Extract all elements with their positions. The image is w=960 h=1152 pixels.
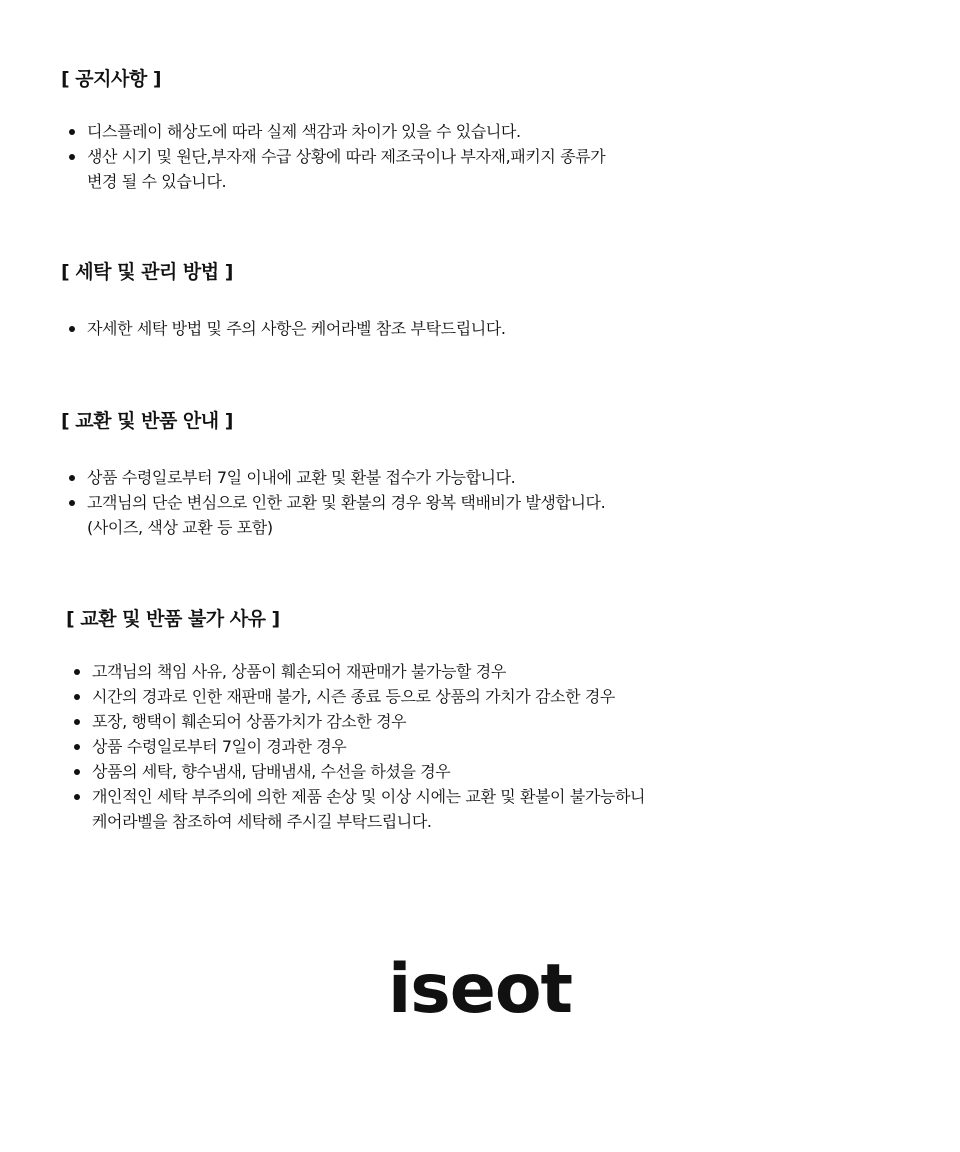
bullet-icon [74,694,80,700]
list-item [61,316,921,341]
list-item-text: 자세한 세탁 방법 및 주의 사항은 케어라벨 참조 부탁드립니다. [87,319,506,338]
notice-list [61,119,921,194]
bullet-icon [69,129,75,135]
list-item-text: 상품의 세탁, 향수냄새, 담배냄새, 수선을 하셨을 경우 [92,762,451,781]
bullet-icon [74,794,80,800]
list-item [61,490,921,540]
list-item-text: 고객님의 단순 변심으로 인한 교환 및 환불의 경우 왕복 택배비가 발생합니다. [87,493,606,512]
bullet-icon [74,744,80,750]
list-item [66,659,926,684]
list-item-text: 케어라벨을 참조하여 세탁해 주시길 부탁드립니다. [92,812,432,831]
brand-logo: iseot [387,950,573,1029]
list-item-text: 상품 수령일로부터 7일 이내에 교환 및 환불 접수가 가능합니다. [87,468,516,487]
notice-section [61,66,921,194]
section-title-non-exchange: [ 교환 및 반품 불가 사유 ] [66,608,280,630]
list-item-text: 시간의 경과로 인한 재판매 불가, 시즌 종료 등으로 상품의 가치가 감소한 경우 [92,687,615,706]
bullet-icon [69,475,75,481]
list-item-text: (사이즈, 색상 교환 등 포함) [87,518,273,537]
list-item [61,144,921,194]
section-title-care: [ 세탁 및 관리 방법 ] [61,261,233,283]
list-item-text: 디스플레이 해상도에 따라 실제 색감과 차이가 있을 수 있습니다. [87,122,521,141]
bullet-icon [74,719,80,725]
bullet-icon [74,769,80,775]
care-list [61,316,921,341]
exchange-list [61,465,921,540]
list-item [66,784,926,834]
list-item-text: 변경 될 수 있습니다. [87,172,227,191]
non-exchange-list [66,659,926,834]
list-item [66,759,926,784]
list-item [61,119,921,144]
care-section [61,259,921,341]
bullet-icon [69,500,75,506]
list-item [66,734,926,759]
list-item-text: 생산 시기 및 원단,부자재 수급 상황에 따라 제조국이나 부자재,패키지 종류가 [87,147,606,166]
non-exchange-section [66,606,926,834]
list-item-text: 포장, 행택이 훼손되어 상품가치가 감소한 경우 [92,712,407,731]
list-item-text: 상품 수령일로부터 7일이 경과한 경우 [92,737,347,756]
bullet-icon [69,326,75,332]
list-item [66,709,926,734]
exchange-section [61,408,921,540]
list-item [66,684,926,709]
list-item-text: 고객님의 책임 사유, 상품이 훼손되어 재판매가 불가능할 경우 [92,662,506,681]
list-item [61,465,921,490]
list-item-text: 개인적인 세탁 부주의에 의한 제품 손상 및 이상 시에는 교환 및 환불이 불가능하니 [92,787,646,806]
section-title-notice: [ 공지사항 ] [61,68,162,90]
bullet-icon [74,669,80,675]
bullet-icon [69,154,75,160]
section-title-exchange: [ 교환 및 반품 안내 ] [61,410,233,432]
